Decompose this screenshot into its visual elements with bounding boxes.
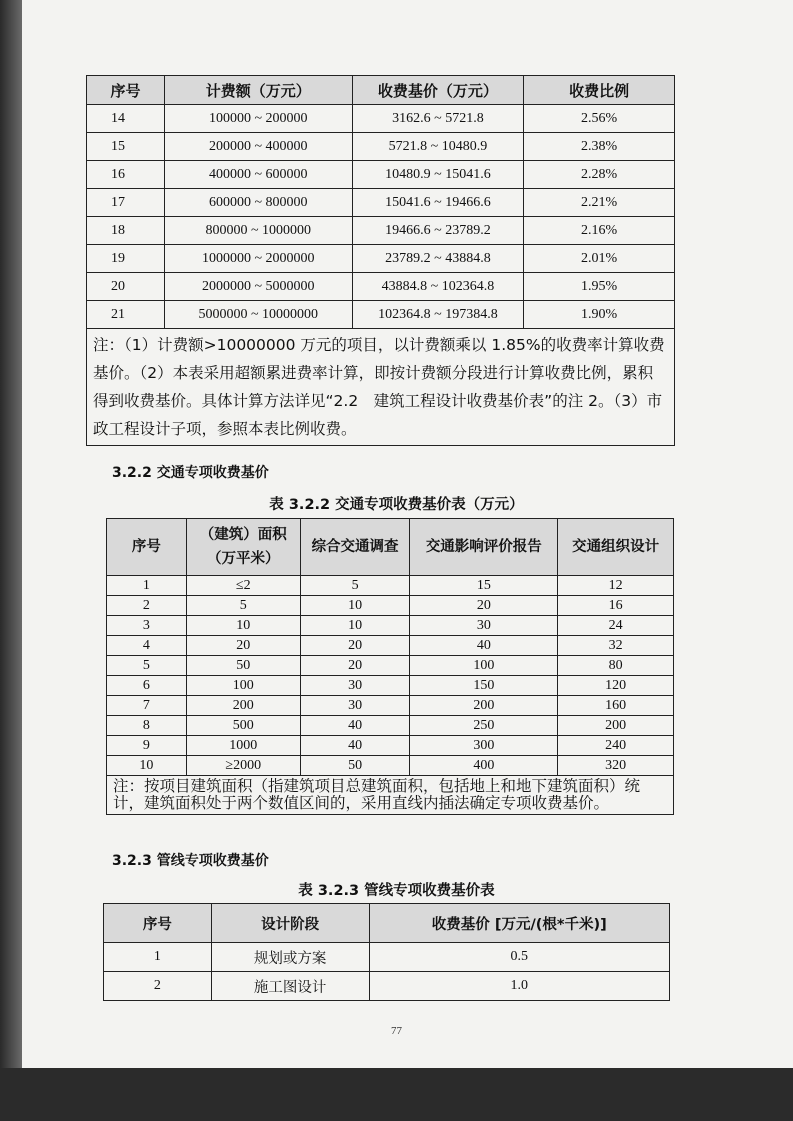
table-row [107,596,674,616]
table-cell: 102364.8 ~ 197384.8 [352,301,524,329]
table-cell: 10 [186,616,300,636]
page-number: 77 [391,1025,402,1037]
table-cell: 80 [558,656,674,676]
table-cell: 250 [410,716,558,736]
table-cell: 5721.8 ~ 10480.9 [352,133,524,161]
table-cell: 10 [300,596,410,616]
table-row [104,972,670,1001]
table-cell: 20 [300,636,410,656]
table-cell: 500 [186,716,300,736]
table-cell: 50 [300,756,410,776]
table-cell: 300 [410,736,558,756]
table-cell: 120 [558,676,674,696]
table-cell: 600000 ~ 800000 [164,189,352,217]
table-cell: 160 [558,696,674,716]
table-cell: 23789.2 ~ 43884.8 [352,245,524,273]
col-header-index: 序号 [87,76,165,105]
table-cell: 40 [300,736,410,756]
table-cell: 1.95% [524,273,675,301]
table-row [107,696,674,716]
table-cell: 施工图设计 [211,972,369,1001]
table-cell: 9 [107,736,187,756]
table-cell: 20 [410,596,558,616]
col-header-design-stage: 设计阶段 [211,904,369,943]
table-caption-323: 表 3.2.3 管线专项收费基价表 [298,883,495,899]
table-cell: 200 [558,716,674,736]
table-cell: 2.16% [524,217,675,245]
table-cell: 10480.9 ~ 15041.6 [352,161,524,189]
table-cell: 1000 [186,736,300,756]
table-note: 注：（1）计费额>10000000 万元的项目，以计费额乘以 1.85%的收费率计算收费基价。（2）本表采用超额累进费率计算，即按计费额分段进行计算收费比例，累积得到收费基价。具体计算方法详见“2.2 建筑工程设计收费基价表”的注 2。（3）市政工程设计子项，参照本表比例收费。 [87,329,675,446]
table-cell: 200 [186,696,300,716]
table-cell: 150 [410,676,558,696]
scan-bottom-band [0,1068,793,1121]
table-cell: 320 [558,756,674,776]
table-cell: 2.28% [524,161,675,189]
table-cell: 2.56% [524,105,675,133]
col-header-impact-report: 交通影响评价报告 [410,519,558,576]
col-header-traffic-survey: 综合交通调查 [300,519,410,576]
table-cell: 15 [410,576,558,596]
table-header-row [104,904,670,943]
table-row [104,943,670,972]
table-cell: 7 [107,696,187,716]
table-row [87,245,675,273]
table-row [87,273,675,301]
book-binding-shadow [0,0,22,1068]
table-cell: 40 [410,636,558,656]
table-header-row [107,519,674,576]
table-cell: 0.5 [369,943,669,972]
table-cell: 32 [558,636,674,656]
table-cell: 18 [87,217,165,245]
table-cell: 100000 ~ 200000 [164,105,352,133]
table-cell: 2.38% [524,133,675,161]
table-cell: 19 [87,245,165,273]
table-cell: 1 [107,576,187,596]
table-cell: 2 [104,972,212,1001]
table-cell: 30 [410,616,558,636]
col-header-index: 序号 [107,519,187,576]
table-cell: 200 [410,696,558,716]
table-row [87,217,675,245]
table-note-row [107,776,674,815]
table-cell: 5 [186,596,300,616]
table-row [87,301,675,329]
table-cell: 17 [87,189,165,217]
table-caption-322: 表 3.2.2 交通专项收费基价表（万元） [269,497,524,513]
table-cell: 4 [107,636,187,656]
table-cell: 3 [107,616,187,636]
table-note-row [87,329,675,446]
table-cell: 3162.6 ~ 5721.8 [352,105,524,133]
table-cell: 19466.6 ~ 23789.2 [352,217,524,245]
fee-rate-table [86,75,675,446]
table-cell: 8 [107,716,187,736]
table-row [87,133,675,161]
table-cell: 14 [87,105,165,133]
table-cell: 2.21% [524,189,675,217]
table-note: 注：按项目建筑面积（指建筑项目总建筑面积，包括地上和地下建筑面积）统计，建筑面积处于两个数值区间的，采用直线内插法确定专项收费基价。 [107,776,674,815]
table-cell: 15 [87,133,165,161]
table-row [107,716,674,736]
table-row [107,616,674,636]
table-row [107,636,674,656]
table-cell: 1.0 [369,972,669,1001]
col-header-organization-design: 交通组织设计 [558,519,674,576]
table-cell: 24 [558,616,674,636]
table-cell: 240 [558,736,674,756]
table-cell: 400 [410,756,558,776]
table-cell: 5000000 ~ 10000000 [164,301,352,329]
table-cell: 12 [558,576,674,596]
table-cell: 400000 ~ 600000 [164,161,352,189]
pipeline-fee-table [103,903,670,1001]
table-row [107,736,674,756]
table-cell: 16 [558,596,674,616]
table-row [87,189,675,217]
table-cell: 10 [107,756,187,776]
table-cell: 2 [107,596,187,616]
table-cell: 6 [107,676,187,696]
table-cell: 1000000 ~ 2000000 [164,245,352,273]
traffic-fee-table [106,518,674,815]
table-cell: 5 [107,656,187,676]
table-cell: 16 [87,161,165,189]
table-cell: 40 [300,716,410,736]
table-row [107,676,674,696]
table-cell: 30 [300,676,410,696]
table-cell: ≥2000 [186,756,300,776]
table-cell: 5 [300,576,410,596]
table-cell: 21 [87,301,165,329]
table-cell: 20 [186,636,300,656]
table-cell: 43884.8 ~ 102364.8 [352,273,524,301]
table-row [107,756,674,776]
col-header-area: （建筑）面积（万平米） [186,519,300,576]
table-cell: 2000000 ~ 5000000 [164,273,352,301]
table-cell: 20 [300,656,410,676]
col-header-fee-amount: 计费额（万元） [164,76,352,105]
table-cell: 800000 ~ 1000000 [164,217,352,245]
col-header-index: 序号 [104,904,212,943]
table-row [87,161,675,189]
col-header-rate: 收费比例 [524,76,675,105]
table-cell: 10 [300,616,410,636]
table-cell: 100 [410,656,558,676]
table-cell: 1.90% [524,301,675,329]
table-cell: 1 [104,943,212,972]
table-cell: 规划或方案 [211,943,369,972]
col-header-base-price: 收费基价 [万元/(根*千米)] [369,904,669,943]
table-cell: ≤2 [186,576,300,596]
table-cell: 30 [300,696,410,716]
table-row [87,105,675,133]
table-row [107,576,674,596]
table-cell: 50 [186,656,300,676]
table-cell: 100 [186,676,300,696]
table-cell: 20 [87,273,165,301]
table-cell: 2.01% [524,245,675,273]
table-cell: 200000 ~ 400000 [164,133,352,161]
section-heading-322: 3.2.2 交通专项收费基价 [112,465,269,481]
section-heading-323: 3.2.3 管线专项收费基价 [112,853,269,869]
table-cell: 15041.6 ~ 19466.6 [352,189,524,217]
table-header-row [87,76,675,105]
table-row [107,656,674,676]
col-header-base-price: 收费基价（万元） [352,76,524,105]
